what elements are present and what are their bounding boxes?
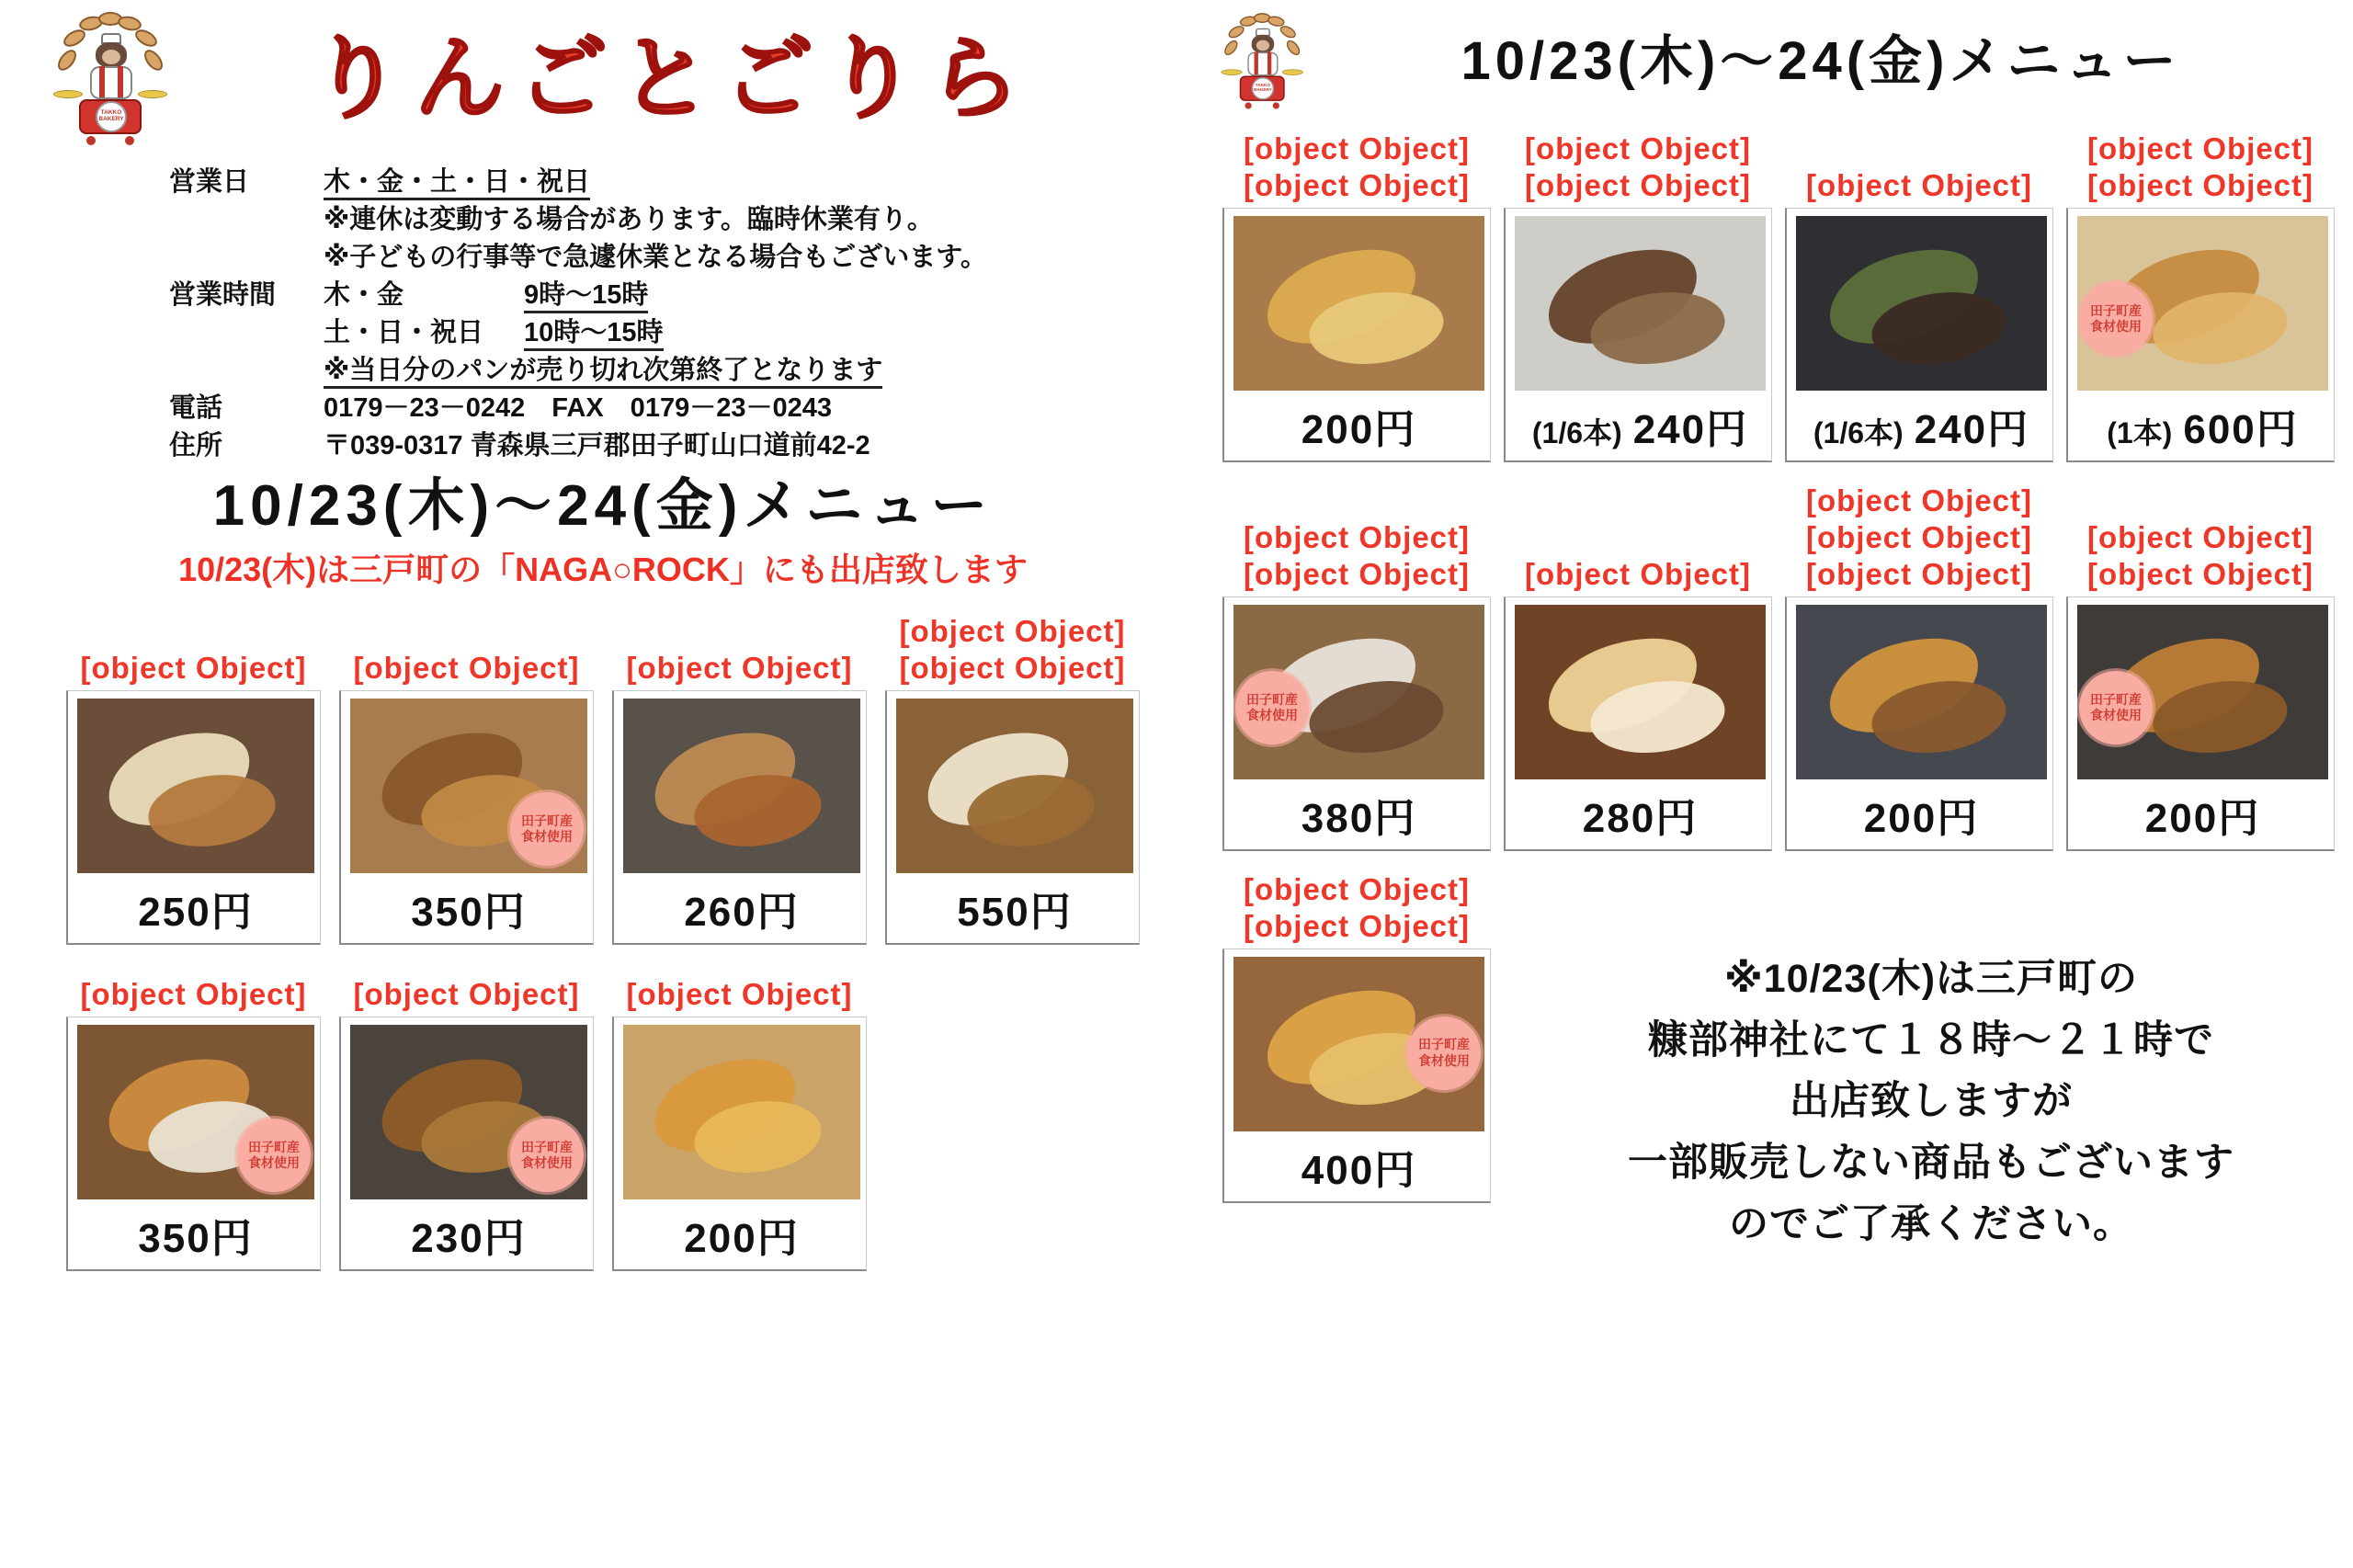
product-title-line: [object Object] bbox=[1524, 557, 1752, 591]
product-title bbox=[1504, 131, 1772, 204]
product-card bbox=[66, 976, 321, 1280]
product-title-line: [object Object] bbox=[1243, 557, 1471, 591]
suspender-icon bbox=[99, 66, 105, 97]
announcement-line: のでご了承ください。 bbox=[1729, 1201, 2133, 1246]
product-frame bbox=[2066, 597, 2335, 851]
tagko-ingredients-badge bbox=[510, 792, 584, 866]
product-photo bbox=[1796, 216, 2047, 391]
bread-arc-icon bbox=[54, 47, 80, 74]
shop-info-row bbox=[169, 277, 1140, 313]
price: 380円 bbox=[1301, 796, 1417, 841]
product-card bbox=[2066, 131, 2335, 472]
badge-line: 食材使用 bbox=[1418, 1052, 1470, 1068]
product-title-line: [object Object] bbox=[1243, 520, 1471, 554]
product-price-line bbox=[350, 1199, 587, 1267]
product-photo bbox=[1233, 605, 1484, 779]
product-frame bbox=[612, 690, 867, 945]
info-text: 土・日・祝日 bbox=[324, 318, 484, 348]
product-photo bbox=[1233, 216, 1484, 391]
product-price-line bbox=[1515, 391, 1766, 459]
badge-line: 田子町産 bbox=[521, 1139, 573, 1154]
info-text: ※連休は変動する場合があります。臨時休業有り。 bbox=[324, 205, 934, 235]
announcement-line: 一部販売しない商品もございます bbox=[1628, 1140, 2234, 1185]
announcement-line: ※10/23(木)は三戸町の bbox=[1723, 957, 2139, 1001]
announcement-line: 糠部神社にて１８時～２１時で bbox=[1648, 1017, 2214, 1062]
product-card bbox=[1222, 131, 1491, 472]
product-card bbox=[1785, 483, 2053, 860]
product-photo bbox=[623, 1025, 860, 1199]
product-title bbox=[612, 613, 867, 687]
info-underlined-text: ※当日分のパンが売り切れ次第終了となります bbox=[324, 356, 882, 389]
drum-foot-icon bbox=[125, 136, 134, 145]
product-frame bbox=[1222, 949, 1491, 1203]
event-announcement bbox=[1504, 871, 2335, 1255]
left-header bbox=[66, 9, 1140, 156]
badge-line: 田子町産 bbox=[2090, 302, 2142, 318]
product-card bbox=[339, 613, 594, 954]
product-title bbox=[1504, 483, 1772, 593]
product-card bbox=[1222, 483, 1491, 860]
drum-face-label: TAKKO BAKERY bbox=[1252, 77, 1274, 99]
bread-arc-icon bbox=[132, 27, 160, 51]
info-text: 0179－23－0242 FAX 0179－23－0243 bbox=[324, 393, 832, 424]
product-title bbox=[339, 613, 594, 687]
gorilla-face-icon bbox=[1256, 40, 1269, 51]
product-price-line bbox=[2077, 391, 2328, 459]
suspender-icon bbox=[118, 66, 123, 97]
product-title-line: [object Object] bbox=[626, 977, 853, 1012]
gorilla-face-icon bbox=[102, 50, 120, 64]
product-title bbox=[1785, 483, 2053, 593]
product-title-line: [object Object] bbox=[1243, 168, 1471, 202]
product-card bbox=[1785, 131, 2053, 472]
info-text: ※子どもの行事等で急遽休業となる場合もございます。 bbox=[324, 243, 987, 273]
right-product-row-3 bbox=[1222, 871, 2335, 1255]
product-price-line bbox=[1796, 779, 2047, 847]
price-note: (1/6本) bbox=[1531, 416, 1622, 449]
price: 260円 bbox=[684, 890, 800, 936]
price: 200円 bbox=[2144, 796, 2261, 841]
product-title-line: [object Object] bbox=[1805, 483, 2033, 517]
product-price-line bbox=[623, 1199, 860, 1267]
product-price-line bbox=[77, 1199, 314, 1267]
price: 550円 bbox=[957, 890, 1073, 936]
product-photo bbox=[2077, 605, 2328, 779]
shop-info-row bbox=[169, 390, 1140, 426]
product-frame bbox=[1222, 597, 1491, 851]
product-price-line bbox=[1796, 391, 2047, 459]
cymbal-icon bbox=[1222, 69, 1243, 74]
badge-line: 食材使用 bbox=[2090, 708, 2142, 723]
badge-line: 食材使用 bbox=[521, 1155, 573, 1171]
info-text: 木・金 bbox=[324, 280, 404, 311]
tagko-ingredients-badge bbox=[237, 1119, 311, 1192]
tagko-ingredients-badge bbox=[510, 1119, 584, 1192]
right-header bbox=[1222, 11, 2335, 119]
price: 230円 bbox=[411, 1216, 527, 1262]
price: 200円 bbox=[1301, 407, 1417, 452]
product-title-line: [object Object] bbox=[80, 977, 307, 1012]
product-title bbox=[2066, 131, 2335, 204]
product-title bbox=[612, 976, 867, 1013]
product-price-line bbox=[623, 873, 860, 941]
product-title bbox=[339, 976, 594, 1013]
product-title-line: [object Object] bbox=[353, 977, 580, 1012]
info-underlined-text: 10時～15時 bbox=[524, 318, 664, 351]
product-title-line: [object Object] bbox=[353, 651, 580, 686]
info-label: 営業時間 bbox=[169, 280, 277, 311]
product-photo bbox=[77, 699, 314, 873]
product-photo bbox=[2077, 216, 2328, 391]
product-frame bbox=[339, 1017, 594, 1271]
product-card bbox=[1222, 871, 1491, 1203]
product-title bbox=[885, 613, 1140, 687]
product-title bbox=[2066, 483, 2335, 593]
price: 200円 bbox=[1863, 796, 1980, 841]
info-label: 営業日 bbox=[169, 167, 250, 197]
shop-title: りんごとごりら bbox=[311, 28, 1032, 129]
price: 400円 bbox=[1301, 1148, 1417, 1193]
product-frame bbox=[66, 1017, 321, 1271]
product-photo bbox=[77, 1025, 314, 1199]
cymbal-icon bbox=[1282, 69, 1303, 74]
tagko-ingredients-badge bbox=[1407, 1017, 1481, 1090]
info-label: 電話 bbox=[169, 393, 223, 424]
suspender-icon bbox=[1255, 52, 1258, 74]
product-photo bbox=[1515, 605, 1766, 779]
bread-arc-icon bbox=[1222, 38, 1240, 57]
drum-foot-icon bbox=[86, 136, 96, 145]
product-title-line: [object Object] bbox=[899, 614, 1126, 649]
product-price-line bbox=[1233, 779, 1484, 847]
product-title-line: [object Object] bbox=[626, 651, 853, 686]
cymbal-icon bbox=[138, 90, 167, 98]
product-price-line bbox=[1233, 1131, 1484, 1199]
product-title bbox=[66, 976, 321, 1013]
product-card bbox=[612, 976, 867, 1280]
price: 600円 bbox=[2183, 407, 2299, 452]
badge-line: 田子町産 bbox=[248, 1139, 300, 1154]
product-title-line: [object Object] bbox=[1805, 168, 2033, 202]
product-frame bbox=[1504, 208, 1772, 462]
product-price-line bbox=[1515, 779, 1766, 847]
price-note: (1本) bbox=[2107, 416, 2173, 449]
shop-info-row bbox=[169, 427, 1140, 464]
drum-foot-icon bbox=[1273, 102, 1279, 108]
gorilla-drummer-logo-icon bbox=[55, 9, 165, 149]
announcement-line: 出店致しますが bbox=[1790, 1079, 2073, 1124]
product-frame bbox=[1785, 597, 2053, 851]
badge-line: 食材使用 bbox=[521, 829, 573, 845]
product-title-line: [object Object] bbox=[1243, 131, 1471, 165]
drum-face-label: TAKKO BAKERY bbox=[96, 101, 127, 132]
right-product-row-1 bbox=[1222, 131, 2335, 472]
tagko-ingredients-badge bbox=[2079, 671, 2153, 744]
tagko-ingredients-badge bbox=[2079, 282, 2153, 356]
product-frame bbox=[1785, 208, 2053, 462]
product-title-line: [object Object] bbox=[1805, 520, 2033, 554]
price: 350円 bbox=[411, 890, 527, 936]
drum-foot-icon bbox=[1245, 102, 1251, 108]
left-product-row-1 bbox=[66, 613, 1140, 954]
badge-line: 田子町産 bbox=[1418, 1037, 1470, 1052]
suspender-icon bbox=[1267, 52, 1271, 74]
product-title-line: [object Object] bbox=[1524, 168, 1752, 202]
cymbal-icon bbox=[53, 90, 83, 98]
product-title-line: [object Object] bbox=[899, 651, 1126, 686]
shop-info-row bbox=[169, 314, 1140, 351]
product-title-line: [object Object] bbox=[2086, 131, 2314, 165]
product-title-line: [object Object] bbox=[1243, 872, 1471, 906]
product-title-line: [object Object] bbox=[1805, 557, 2033, 591]
product-card bbox=[339, 976, 594, 1280]
product-photo bbox=[1796, 605, 2047, 779]
product-title-line: [object Object] bbox=[2086, 520, 2314, 554]
product-photo bbox=[1233, 957, 1484, 1131]
bread-arc-icon bbox=[141, 47, 166, 74]
left-product-row-2 bbox=[66, 976, 1140, 1280]
shop-info-row bbox=[169, 164, 1140, 200]
gorilla-body-icon bbox=[1247, 52, 1278, 76]
bread-arc-icon bbox=[1278, 23, 1298, 40]
product-frame bbox=[2066, 208, 2335, 462]
product-title-line: [object Object] bbox=[1243, 909, 1471, 943]
gorilla-drummer-logo-icon bbox=[1222, 11, 1283, 93]
product-title-line: [object Object] bbox=[2086, 557, 2314, 591]
product-card bbox=[2066, 483, 2335, 860]
product-photo bbox=[896, 699, 1133, 873]
product-photo bbox=[1515, 216, 1766, 391]
product-card bbox=[612, 613, 867, 954]
product-frame bbox=[885, 690, 1140, 945]
info-underlined-text: 9時～15時 bbox=[524, 280, 648, 313]
badge-line: 田子町産 bbox=[2090, 691, 2142, 707]
product-card bbox=[885, 613, 1140, 954]
product-title-line: [object Object] bbox=[1524, 131, 1752, 165]
price: 350円 bbox=[138, 1216, 254, 1262]
info-text: 〒039-0317 青森県三戸郡田子町山口道前42-2 bbox=[324, 431, 870, 461]
product-photo bbox=[350, 699, 587, 873]
price: 240円 bbox=[1632, 407, 1749, 452]
shop-info-row bbox=[169, 201, 1140, 238]
badge-line: 食材使用 bbox=[2090, 319, 2142, 335]
product-title bbox=[1222, 871, 1491, 945]
product-title-line: [object Object] bbox=[2086, 168, 2314, 202]
product-price-line bbox=[2077, 779, 2328, 847]
product-frame bbox=[339, 690, 594, 945]
product-frame bbox=[1504, 597, 1772, 851]
product-card bbox=[66, 613, 321, 954]
badge-line: 田子町産 bbox=[521, 812, 573, 828]
product-frame bbox=[1222, 208, 1491, 462]
product-photo bbox=[350, 1025, 587, 1199]
badge-line: 田子町産 bbox=[1246, 691, 1298, 707]
badge-line: 食材使用 bbox=[248, 1155, 300, 1171]
product-price-line bbox=[896, 873, 1133, 941]
product-price-line bbox=[77, 873, 314, 941]
product-frame bbox=[66, 690, 321, 945]
product-card bbox=[1504, 131, 1772, 472]
product-price-line bbox=[350, 873, 587, 941]
shop-info bbox=[169, 164, 1140, 464]
right-product-row-2 bbox=[1222, 483, 2335, 860]
right-page bbox=[1176, 0, 2353, 1568]
shop-info-row bbox=[169, 239, 1140, 276]
tagko-ingredients-badge bbox=[1235, 671, 1309, 744]
row3-card-column bbox=[1222, 871, 1491, 1255]
right-menu-title: 10/23(木)～24(金)メニュー bbox=[1461, 31, 2181, 91]
info-label: 住所 bbox=[169, 431, 223, 461]
shop-info-row bbox=[169, 352, 1140, 389]
bread-arc-icon bbox=[1284, 38, 1302, 57]
info-underlined-text: 木・金・土・日・祝日 bbox=[324, 167, 590, 200]
left-menu-subtitle: 10/23(木)は三戸町の「NAGA○ROCK」にも出店致します bbox=[178, 551, 1028, 589]
product-photo bbox=[623, 699, 860, 873]
price: 280円 bbox=[1582, 796, 1699, 841]
price-note: (1/6本) bbox=[1813, 416, 1904, 449]
left-menu-title: 10/23(木)～24(金)メニュー bbox=[212, 474, 994, 539]
product-title bbox=[66, 613, 321, 687]
product-frame bbox=[612, 1017, 867, 1271]
product-title-line: [object Object] bbox=[80, 651, 307, 686]
product-card bbox=[1504, 483, 1772, 860]
product-title bbox=[1785, 131, 2053, 204]
badge-line: 食材使用 bbox=[1246, 708, 1298, 723]
left-page bbox=[0, 0, 1176, 1568]
product-price-line bbox=[1233, 391, 1484, 459]
price: 240円 bbox=[1914, 407, 2030, 452]
price: 250円 bbox=[138, 890, 254, 936]
gorilla-body-icon bbox=[90, 66, 132, 99]
price: 200円 bbox=[684, 1216, 800, 1262]
product-title bbox=[1222, 131, 1491, 204]
product-title bbox=[1222, 483, 1491, 593]
